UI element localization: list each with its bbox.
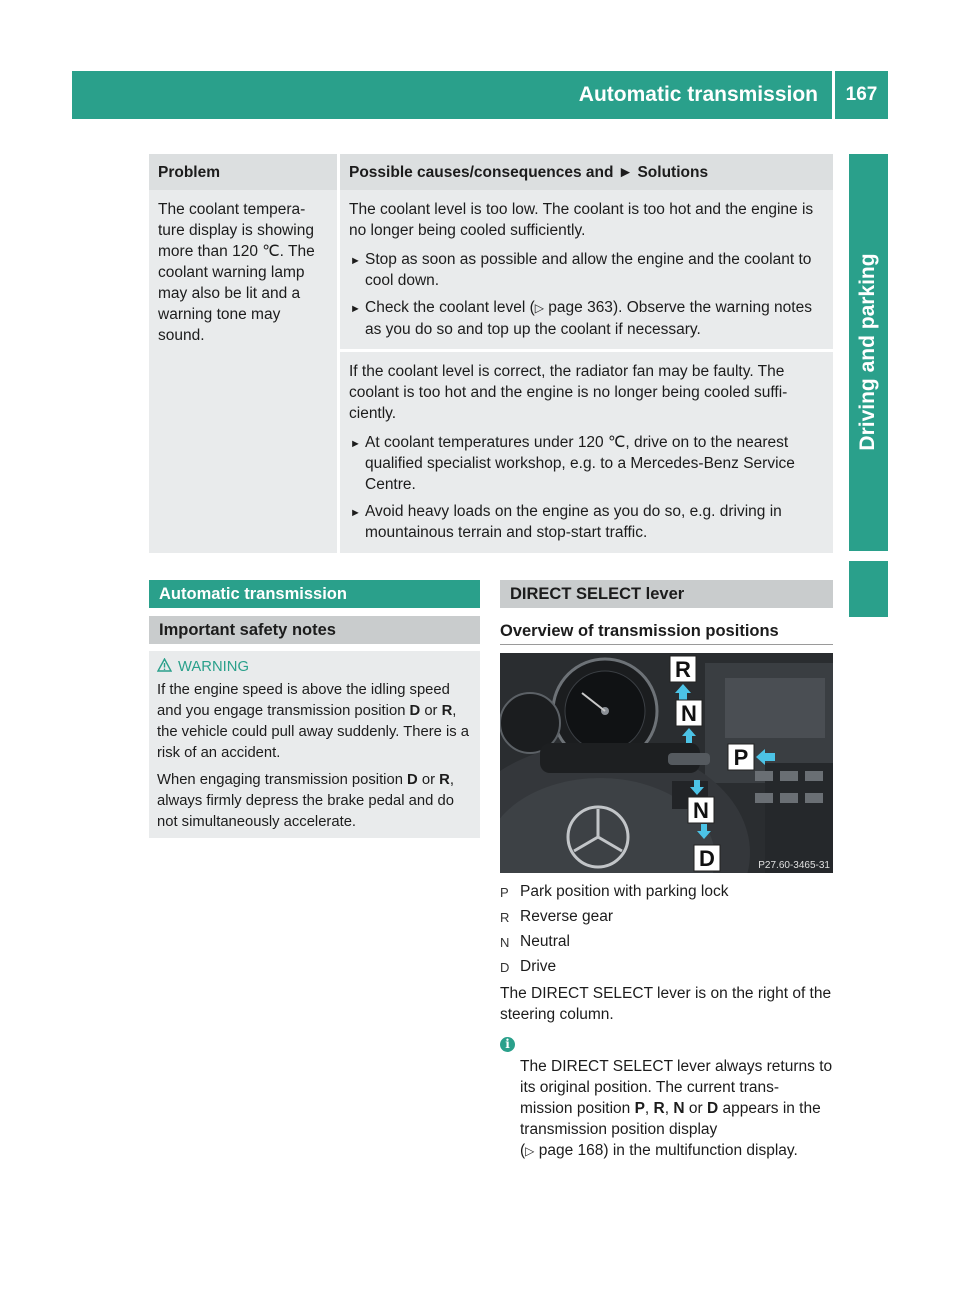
page-header-bar (72, 71, 832, 119)
problem-cell: The coolant tempera- ture display is showing more than 120 ℃. The coolant warning lamp may also be lit and a warning tone may sound. (149, 190, 337, 553)
arrow-icon: ► (350, 255, 361, 267)
subheading-safety-notes: Important safety notes (149, 616, 480, 644)
position-item: P Park position with parking lock (500, 883, 729, 900)
page-ref-icon: ▷ (525, 1144, 535, 1158)
label-d: D (699, 846, 715, 871)
label-p: P (733, 745, 749, 770)
header-title: Automatic transmission (578, 83, 818, 106)
label-n-top: N (681, 701, 697, 726)
side-marker (849, 561, 888, 617)
photo-code: P27.60-3465-31 (758, 860, 830, 871)
solution-arrow-icon: ► (617, 163, 634, 181)
section-heading-automatic-transmission: Automatic transmission (149, 580, 480, 608)
solution-step: ► Check the coolant level (▷ page 363). Observe the warning notes as you do so and top up the coolant if necessary. (350, 299, 812, 338)
cockpit-illustration (500, 653, 833, 873)
overview-heading: Overview of transmission positions (500, 620, 833, 645)
position-item: R Reverse gear (500, 908, 614, 925)
page-reference-link[interactable]: page 363 (548, 299, 613, 316)
page-reference-link[interactable]: page 168 (538, 1142, 604, 1159)
warning-header: WARNING (157, 657, 472, 678)
problem-table (149, 154, 833, 553)
arrow-icon: ► (350, 507, 361, 519)
page-ref-icon: ▷ (534, 301, 544, 315)
section-heading-direct-select: DIRECT SELECT lever (500, 580, 833, 608)
arrow-icon: ► (350, 438, 361, 450)
solution-step: ► Stop as soon as possible and allow the engine and the coolant to cool down. (350, 251, 812, 289)
label-n-bottom: N (693, 798, 709, 823)
label-r: R (675, 657, 691, 682)
position-item: N Neutral (500, 933, 570, 950)
transmission-positions-text (500, 881, 833, 1162)
warning-text-2: When engaging transmission position D or R, always firmly depress the brake pedal and do not simultaneously accelerate. (157, 772, 454, 830)
info-note: i The DIRECT SELECT lever always returns to its original position. The current trans- mission position P, R, N or D appears in the transmission position display (▷ page 168) in the multifunction display. (500, 1035, 833, 1162)
position-item: D Drive (500, 958, 557, 975)
solution-step: ► Avoid heavy loads on the engine as you do so, e.g. driving in mountainous terrain and stop-start traffic. (350, 503, 782, 541)
side-chapter-label: Driving and parking (856, 253, 879, 451)
arrow-icon: ► (350, 303, 361, 315)
cause-cell-2: If the coolant level is correct, the radiator fan may be faulty. The coolant is too hot and the engine is no longer being cooled suffi- ciently. ► At coolant temperatures under 120 ℃, drive on to the nearest qualified specialist workshop, e.g. to a Mercedes-Benz Service Centre. ► Avoid heavy loads on the engine as you do so, e.g. driving in mountainous terrain and stop-start traffic. (337, 349, 833, 553)
warning-box (149, 651, 480, 838)
lever-location-text: The DIRECT SELECT lever is on the right of the steering column. (500, 985, 832, 1023)
column-header-problem: Problem (149, 154, 337, 190)
page-number: 167 (835, 71, 888, 119)
info-icon: i (500, 1037, 515, 1052)
direct-select-lever-photo (500, 653, 833, 873)
solution-step: ► At coolant temperatures under 120 ℃, drive on to the nearest qualified specialist workshop, e.g. to a Mercedes-Benz Service Centre. (350, 434, 795, 493)
warning-text-1: If the engine speed is above the idling speed and you engage transmission position D or R, the vehicle could pull away suddenly. There is a risk of an accident. (157, 682, 470, 761)
warning-triangle-icon (157, 658, 172, 672)
cause-cell-1: The coolant level is too low. The coolant is too hot and the engine is no longer being cooled sufficiently. ► Stop as soon as possible and allow the engine and the coolant to cool down. ► Check the coolant level (▷ page 363). Observe the warning notes as you do so and top up the coolant if necessary. (337, 190, 833, 349)
column-header-solutions: Possible causes/consequences and ► Solutions (337, 154, 833, 190)
